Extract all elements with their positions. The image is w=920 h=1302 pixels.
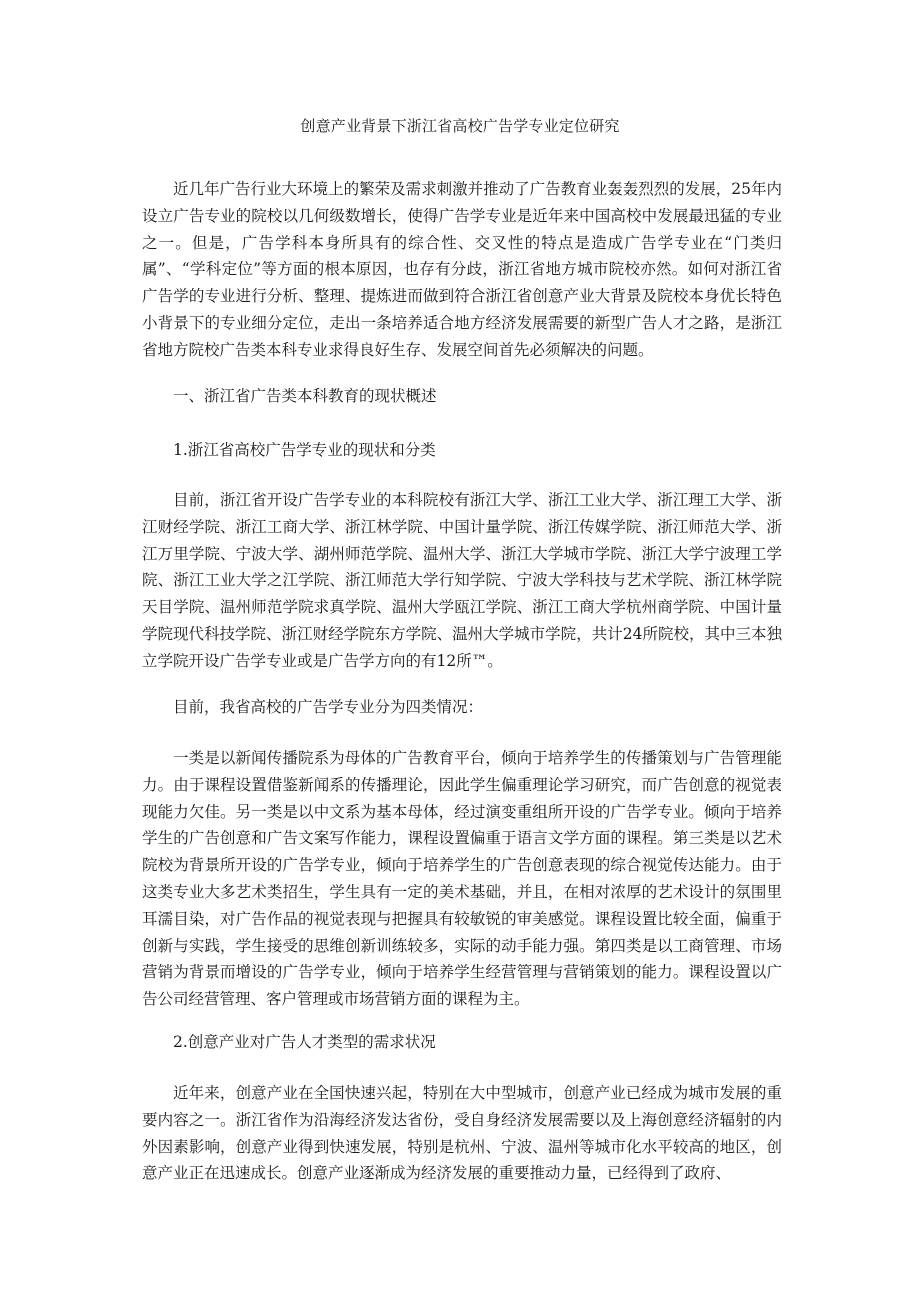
- creative-industry-paragraph: 近年来，创意产业在全国快速兴起，特别在大中型城市，创意产业已经成为城市发展的重要内容之一。浙江省作为沿海经济发达省份，受自身经济发展需要以及上海创意经济辐射的内外因素影响，创意产业得到快速发展，特别是杭州、宁波、温州等城市化水平较高的地区，创意产业正在迅速成长。创意产业逐渐成为经济发展的重要推动力量，已经得到了政府、: [142, 1084, 782, 1183]
- categories-detail-paragraph: 一类是以新闻传播院系为母体的广告教育平台，倾向于培养学生的传播策划与广告管理能力。由于课程设置借鉴新闻系的传播理论，因此学生偏重理论学习研究，而广告创意的视觉表现能力欠佳。另一类是以中文系为基本母体，经过演变重组所开设的广告学专业。倾向于培养学生的广告创意和广告文案写作能力，课程设置偏重于语言文学方面的课程。第三类是以艺术院校为背景所开设的广告学专业，倾向于培养学生的广告创意表现的综合视觉传达能力。由于这类专业大多艺术类招生，学生具有一定的美术基础，并且，在相对浓厚的艺术设计的氛围里耳濡目染，对广告作品的视觉表现与把握具有较敏锐的审美感觉。课程设置比较全面，偏重于创新与实践，学生接受的思维创新训练较多，实际的动手能力强。第四类是以工商管理、市场营销为背景而增设的广告学专业，倾向于培养学生经营管理与营销策划的能力。课程设置以广告公司经营管理、客户管理或市场营销方面的课程为主。: [142, 749, 782, 1009]
- subsection-heading-1: 1.浙江省高校广告学专业的现状和分类: [173, 441, 436, 459]
- colleges-paragraph: 目前，浙江省开设广告学专业的本科院校有浙江大学、浙江工业大学、浙江理工大学、浙江财经学院、浙江工商大学、浙江林学院、中国计量学院、浙江传媒学院、浙江师范大学、浙江万里学院、宁波大学、湖州师范学院、温州大学、浙江大学城市学院、浙江大学宁波理工学院、浙江工业大学之江学院、浙江师范大学行知学院、宁波大学科技与艺术学院、浙江林学院天目学院、温州师范学院求真学院、温州大学瓯江学院、浙江工商大学杭州商学院、中国计量学院现代科技学院、浙江财经学院东方学院、温州大学城市学院，共计24所院校，其中三本独立学院开设广告学专业或是广告学方向的有12所™。: [142, 491, 782, 670]
- section-heading-1: 一、浙江省广告类本科教育的现状概述: [173, 387, 437, 405]
- categories-intro-paragraph: 目前，我省高校的广告学专业分为四类情况：: [173, 698, 484, 716]
- document-title: 创意产业背景下浙江省高校广告学专业定位研究: [300, 117, 620, 135]
- intro-paragraph: 近几年广告行业大环境上的繁荣及需求刺激并推动了广告教育业轰轰烈烈的发展，25年内设立广告专业的院校以几何级数增长，使得广告学专业是近年来中国高校中发展最迅猛的专业之一。但是，广告学科本身所具有的综合性、交叉性的特点是造成广告学专业在“门类归属”、“学科定位”等方面的根本原因，也存有分歧，浙江省地方城市院校亦然。如何对浙江省广告学的专业进行分析、整理、提炼进而做到符合浙江省创意产业大背景及院校本身优长特色小背景下的专业细分定位，走出一条培养适合地方经济发展需要的新型广告人才之路，是浙江省地方院校广告类本科专业求得良好生存、发展空间首先必须解决的问题。: [142, 180, 782, 359]
- subsection-heading-2: 2.创意产业对广告人才类型的需求状况: [173, 1033, 436, 1051]
